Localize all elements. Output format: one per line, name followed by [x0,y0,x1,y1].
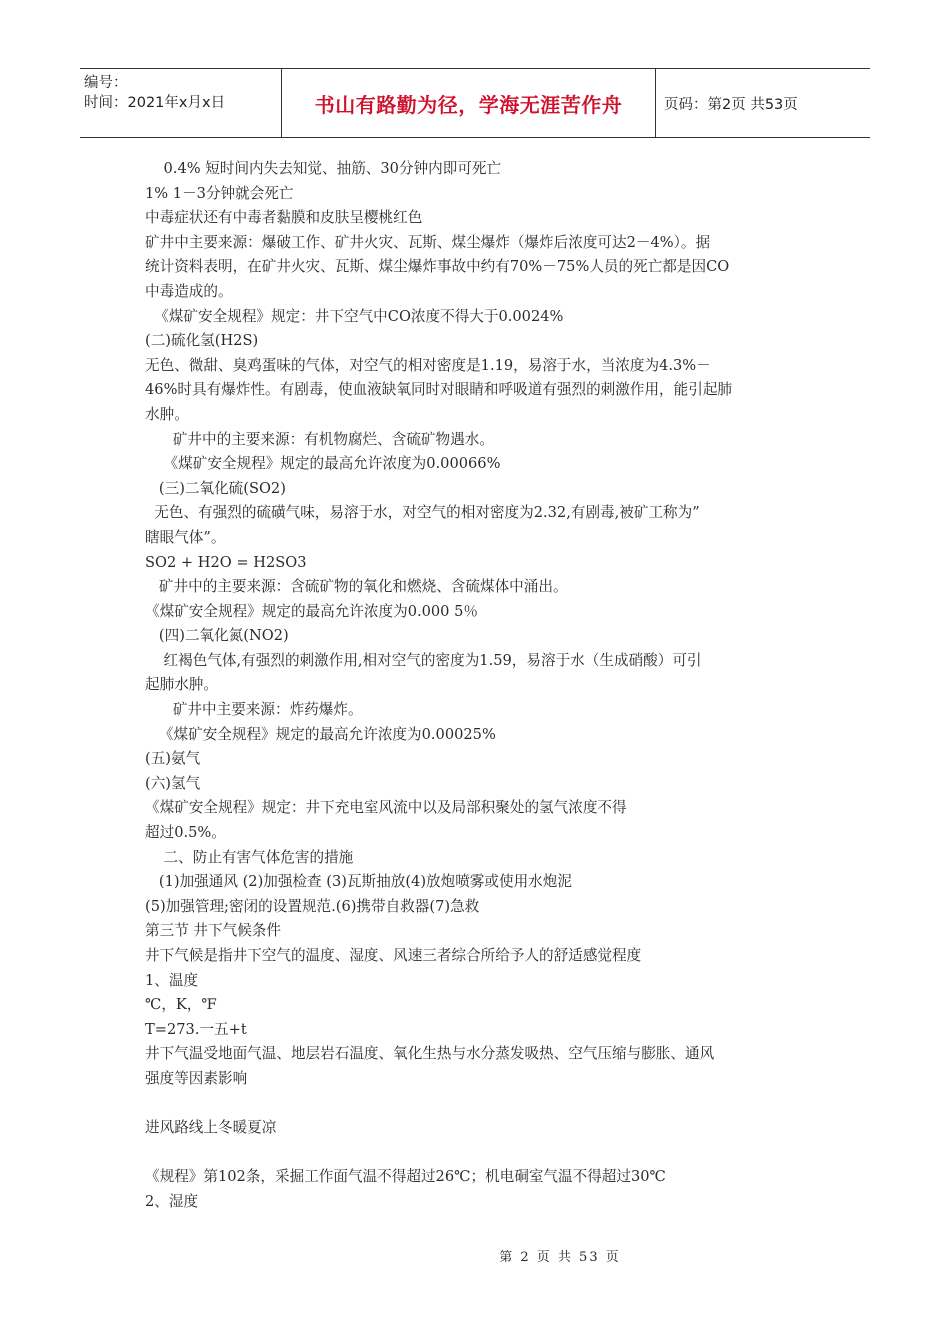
header-page-info: 页码：第2页 共53页 [664,96,798,113]
body-line: T=273.一五+t [145,1020,247,1038]
body-line [145,1092,810,1117]
body-line: 《规程》第102条，采掘工作面气温不得超过26℃；机电硐室气温不得超过30℃ [145,1168,666,1186]
body-line: 第三节 井下气候条件 [145,922,281,940]
body-line: (1)加强通风 (2)加强检查 (3)瓦斯抽放(4)放炮喷雾或使用水炮泥 [145,873,572,891]
body-line: 《煤矿安全规程》规定的最高允许浓度为0.00025% [145,725,496,743]
body-line: 1、温度 [145,971,199,989]
page-footer: 第 2 页 共 53 页 [499,1250,621,1265]
header-motto: 书山有路勤为径，学海无涯苦作舟 [281,69,656,137]
header-meta [80,69,281,137]
body-line: 统计资料表明，在矿井火灾、瓦斯、煤尘爆炸事故中约有70%－75%人员的死亡都是因CO [145,258,730,276]
body-line: 中毒造成的。 [145,282,233,300]
body-line: 《煤矿安全规程》规定：井下充电室风流中以及局部积聚处的氢气浓度不得 [145,799,627,817]
body-line: 矿井中的主要来源：有机物腐烂、含硫矿物遇水。 [145,430,494,448]
body-line: (三)二氧化硫(SO2) [145,479,286,497]
body-line: (五)氨气 [145,750,201,768]
body-line: 进风路线上冬暖夏凉 [145,1119,277,1137]
page-header [80,68,870,138]
document-body [145,157,810,1215]
body-line: 《煤矿安全规程》规定：井下空气中CO浓度不得大于0.0024% [145,307,564,325]
body-line: SO2 + H2O = H2SO3 [145,553,307,571]
body-line: 2、湿度 [145,1192,199,1210]
document-number-label: 编号： [84,75,128,91]
body-line: (六)氢气 [145,774,201,792]
body-line: (四)二氧化氮(NO2) [145,627,289,645]
body-line: 井下气温受地面气温、地层岩石温度、氧化生热与水分蒸发吸热、空气压缩与膨胀、通风 [145,1045,715,1063]
body-line: 46%时具有爆炸性。有剧毒，使血液缺氧同时对眼睛和呼吸道有强烈的刺激作用，能引起肺 [145,381,733,399]
body-line: 二、防止有害气体危害的措施 [145,848,354,866]
body-line: 瞎眼气体”。 [145,528,226,546]
body-line: 水肿。 [145,405,189,423]
body-line: (5)加强管理;密闭的设置规范.(6)携带自救器(7)急救 [145,897,480,915]
body-line: 超过0.5%。 [145,824,226,842]
body-line: 1% 1－3分钟就会死亡 [145,184,294,202]
body-line: 中毒症状还有中毒者黏膜和皮肤呈樱桃红色 [145,209,423,227]
body-line: 矿井中的主要来源：含硫矿物的氧化和燃烧、含硫煤体中涌出。 [145,578,568,596]
body-line: 红褐色气体,有强烈的刺激作用,相对空气的密度为1.59，易溶于水（生成硝酸）可引 [145,651,702,669]
body-line: 井下气候是指井下空气的温度、湿度、风速三者综合所给予人的舒适感觉程度 [145,947,642,964]
body-line: (二)硫化氢(H2S) [145,332,259,350]
body-line: 《煤矿安全规程》规定的最高允许浓度为0.000 5％ [145,602,478,620]
body-line: 《煤矿安全规程》规定的最高允许浓度为0.00066% [145,455,501,473]
body-line: 强度等因素影响 [145,1069,248,1087]
body-line: ℃，K，℉ [145,996,217,1014]
body-line: 0.4% 短时间内失去知觉、抽筋、30分钟内即可死亡 [145,160,502,177]
body-line [145,1141,810,1166]
body-line: 矿井中主要来源：炸药爆炸。 [145,701,363,719]
body-line: 无色、有强烈的硫磺气味，易溶于水，对空气的相对密度为2.32,有剧毒,被矿工称为” [145,504,700,522]
body-line: 起肺水肿。 [145,676,218,694]
body-line: 矿井中主要来源：爆破工作、矿井火灾、瓦斯、煤尘爆炸（爆炸后浓度可达2－4%）。据 [145,233,711,251]
body-line: 无色、微甜、臭鸡蛋味的气体，对空气的相对密度是1.19，易溶于水，当浓度为4.3%－ [145,356,711,374]
document-date-label: 时间：2021年x月x日 [84,95,226,111]
